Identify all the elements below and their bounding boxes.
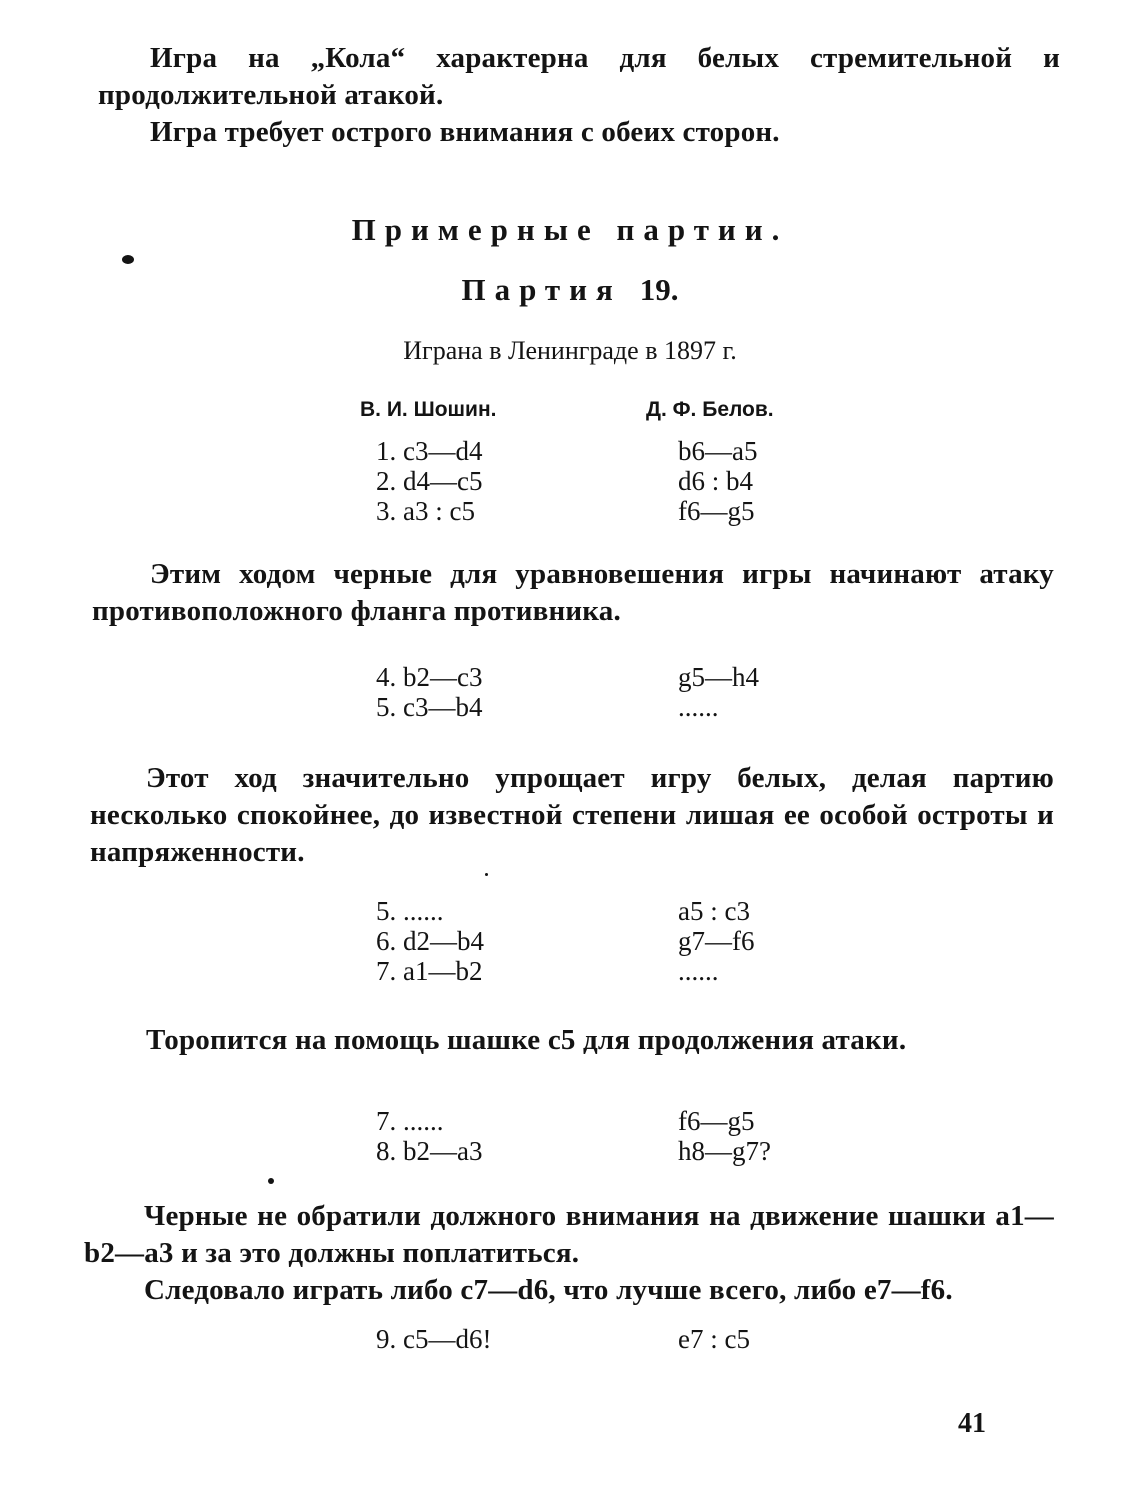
game-number: 19. bbox=[639, 272, 679, 307]
intro-paragraph-1: Игра на „Кола“ характерна для белых стремительной и продолжительной атакой. bbox=[98, 42, 1060, 111]
black-move: e7 : c5 bbox=[678, 1324, 750, 1354]
moves-block-4 bbox=[0, 1106, 1140, 1166]
intro-paragraph-2: Игра требует острого внимания с обеих сторон. bbox=[150, 116, 780, 148]
moves-block-1 bbox=[0, 436, 1140, 526]
game-title bbox=[0, 272, 1140, 308]
white-move: 8. b2—a3 bbox=[376, 1136, 483, 1166]
game-subtitle: Играна в Ленинграде в 1897 г. bbox=[403, 336, 737, 365]
move-row bbox=[0, 466, 1140, 496]
move-row bbox=[0, 956, 1140, 986]
comment-5: Следовало играть либо c7—d6, что лучше всего, либо e7—f6. bbox=[144, 1274, 953, 1306]
white-move: 9. c5—d6! bbox=[376, 1324, 492, 1354]
black-move: b6—a5 bbox=[678, 436, 758, 466]
white-player: В. И. Шошин. bbox=[360, 398, 497, 421]
white-move: 3. a3 : c5 bbox=[376, 496, 475, 526]
moves-block-5 bbox=[0, 1324, 1140, 1354]
white-move: 5. ...... bbox=[376, 896, 444, 926]
white-move: 4. b2—c3 bbox=[376, 662, 483, 692]
white-move: 7. a1—b2 bbox=[376, 956, 483, 986]
move-row bbox=[0, 1324, 1140, 1354]
comment-2: Этот ход значительно упрощает игру белых, делая партию несколько спокойнее, до известной степени лишая ее особой остроты и напряженности. bbox=[90, 762, 1054, 868]
comment-3: Торопится на помощь шашке c5 для продолжения атаки. bbox=[146, 1024, 907, 1056]
move-row bbox=[0, 926, 1140, 956]
white-move: 6. d2—b4 bbox=[376, 926, 484, 956]
game-title-word: Партия bbox=[461, 272, 622, 307]
black-move: g5—h4 bbox=[678, 662, 759, 692]
move-row bbox=[0, 662, 1140, 692]
move-row bbox=[0, 496, 1140, 526]
black-move: ...... bbox=[678, 692, 719, 722]
move-row bbox=[0, 1106, 1140, 1136]
black-move: g7—f6 bbox=[678, 926, 755, 956]
moves-block-3 bbox=[0, 896, 1140, 986]
white-move: 2. d4—c5 bbox=[376, 466, 483, 496]
ink-blot-mark bbox=[122, 255, 134, 264]
moves-block-2 bbox=[0, 662, 1140, 722]
move-row bbox=[0, 436, 1140, 466]
black-move: d6 : b4 bbox=[678, 466, 754, 496]
black-move: h8—g7? bbox=[678, 1136, 771, 1166]
move-row bbox=[0, 692, 1140, 722]
move-row bbox=[0, 896, 1140, 926]
white-move: 7. ...... bbox=[376, 1106, 444, 1136]
white-move: 5. c3—b4 bbox=[376, 692, 483, 722]
black-move: f6—g5 bbox=[678, 1106, 755, 1136]
ink-speck-mark bbox=[268, 1178, 274, 1184]
comment-1: Этим ходом черные для уравновешения игры начинают атаку противоположного фланга противника. bbox=[92, 558, 1054, 627]
move-row bbox=[0, 1136, 1140, 1166]
ink-speck-mark bbox=[485, 873, 488, 876]
black-player: Д. Ф. Белов. bbox=[646, 398, 774, 421]
section-title: Примерные партии. bbox=[351, 212, 789, 247]
black-move: f6—g5 bbox=[678, 496, 755, 526]
white-move: 1. c3—d4 bbox=[376, 436, 483, 466]
page-number: 41 bbox=[958, 1408, 986, 1439]
black-move: ...... bbox=[678, 956, 719, 986]
comment-4: Черные не обратили должного внимания на движение шашки a1—b2—a3 и за это должны поплатиться. bbox=[84, 1200, 1054, 1269]
black-move: a5 : c3 bbox=[678, 896, 750, 926]
